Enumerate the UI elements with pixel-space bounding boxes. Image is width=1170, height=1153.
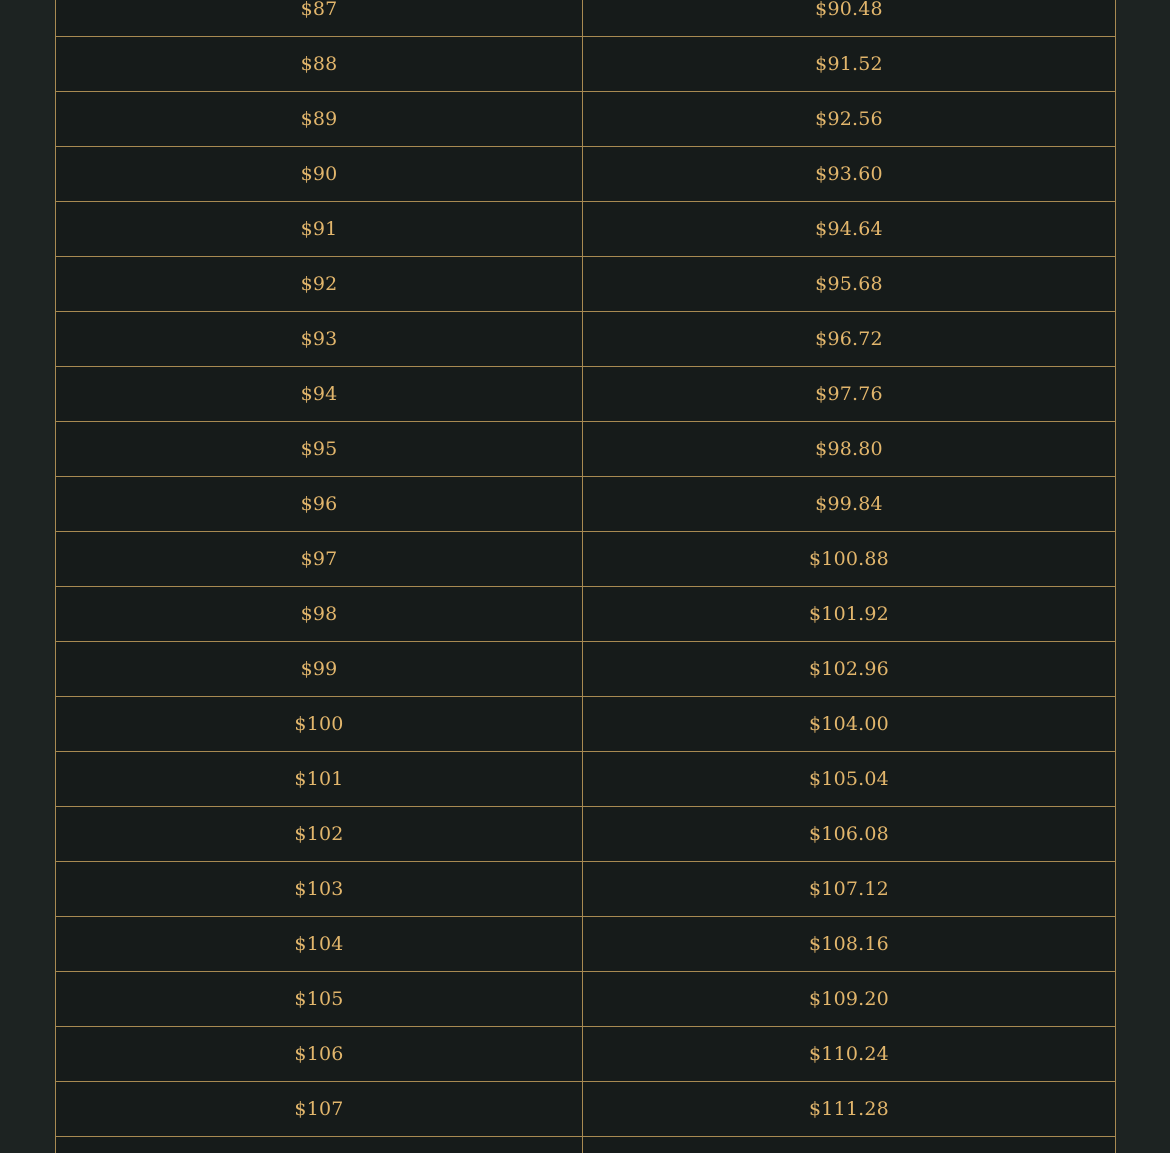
- price-cell: $105: [56, 972, 583, 1027]
- table-row: [56, 697, 1116, 752]
- total-cell: $99.84: [583, 477, 1116, 532]
- table-row: [56, 752, 1116, 807]
- total-cell: $100.88: [583, 532, 1116, 587]
- price-table: [55, 0, 1116, 1153]
- table-row: [56, 1082, 1116, 1137]
- total-cell: $107.12: [583, 862, 1116, 917]
- price-cell: $98: [56, 587, 583, 642]
- price-cell: $103: [56, 862, 583, 917]
- total-cell: $104.00: [583, 697, 1116, 752]
- table-row: [56, 972, 1116, 1027]
- total-cell: $93.60: [583, 147, 1116, 202]
- total-cell: $106.08: [583, 807, 1116, 862]
- price-cell: $91: [56, 202, 583, 257]
- table-row: [56, 587, 1116, 642]
- total-cell: $111.28: [583, 1082, 1116, 1137]
- price-cell: $87: [56, 0, 583, 37]
- total-cell: $92.56: [583, 92, 1116, 147]
- table-row: [56, 202, 1116, 257]
- price-cell: [56, 1137, 583, 1153]
- table-row: [56, 257, 1116, 312]
- total-cell: $98.80: [583, 422, 1116, 477]
- total-cell: $95.68: [583, 257, 1116, 312]
- table-row: [56, 312, 1116, 367]
- price-cell: $99: [56, 642, 583, 697]
- total-cell: [583, 1137, 1116, 1153]
- price-cell: $106: [56, 1027, 583, 1082]
- table-row: [56, 477, 1116, 532]
- price-cell: $107: [56, 1082, 583, 1137]
- table-row: [56, 642, 1116, 697]
- total-cell: $105.04: [583, 752, 1116, 807]
- total-cell: $101.92: [583, 587, 1116, 642]
- total-cell: $90.48: [583, 0, 1116, 37]
- table-row: [56, 147, 1116, 202]
- total-cell: $94.64: [583, 202, 1116, 257]
- table-row: [56, 532, 1116, 587]
- total-cell: $108.16: [583, 917, 1116, 972]
- table-row: [56, 422, 1116, 477]
- table-row: [56, 92, 1116, 147]
- price-cell: $100: [56, 697, 583, 752]
- price-cell: $93: [56, 312, 583, 367]
- price-cell: $102: [56, 807, 583, 862]
- price-cell: $88: [56, 37, 583, 92]
- price-cell: $92: [56, 257, 583, 312]
- price-cell: $97: [56, 532, 583, 587]
- table-row: [56, 37, 1116, 92]
- price-cell: $95: [56, 422, 583, 477]
- price-cell: $89: [56, 92, 583, 147]
- table-row: [56, 862, 1116, 917]
- table-row: [56, 0, 1116, 37]
- total-cell: $109.20: [583, 972, 1116, 1027]
- table-row: [56, 1027, 1116, 1082]
- total-cell: $96.72: [583, 312, 1116, 367]
- table-row: [56, 807, 1116, 862]
- price-cell: $104: [56, 917, 583, 972]
- price-cell: $94: [56, 367, 583, 422]
- price-cell: $90: [56, 147, 583, 202]
- table-row: [56, 367, 1116, 422]
- total-cell: $110.24: [583, 1027, 1116, 1082]
- table-row: [56, 1137, 1116, 1153]
- total-cell: $97.76: [583, 367, 1116, 422]
- table-row: [56, 917, 1116, 972]
- total-cell: $102.96: [583, 642, 1116, 697]
- price-cell: $101: [56, 752, 583, 807]
- total-cell: $91.52: [583, 37, 1116, 92]
- price-table-body: [56, 0, 1116, 1153]
- price-cell: $96: [56, 477, 583, 532]
